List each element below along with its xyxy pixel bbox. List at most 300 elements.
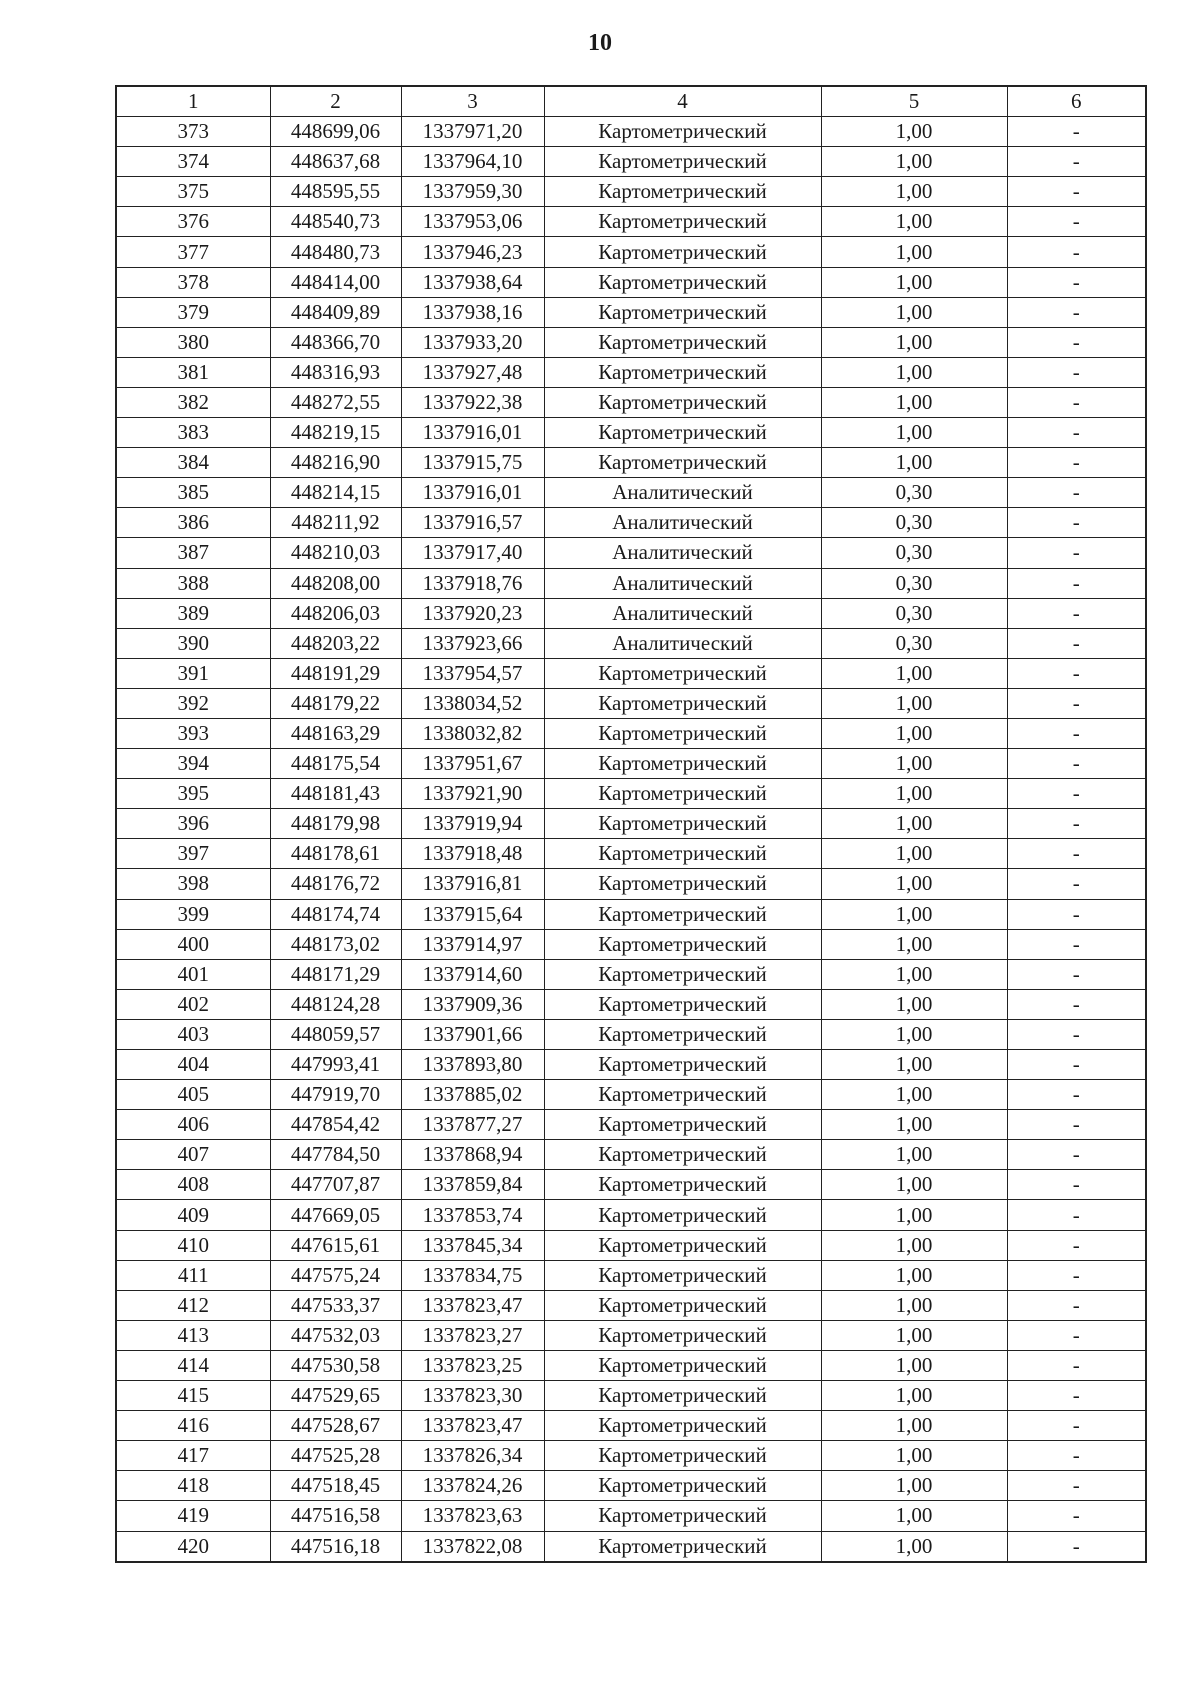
- point-number-cell: 385: [116, 478, 270, 508]
- coordinate-x-cell: 448206,03: [270, 598, 401, 628]
- accuracy-cell: 1,00: [821, 1381, 1007, 1411]
- coordinate-y-cell: 1337823,47: [401, 1290, 544, 1320]
- note-cell: -: [1007, 1140, 1146, 1170]
- coordinate-y-cell: 1337853,74: [401, 1200, 544, 1230]
- point-number-cell: 387: [116, 538, 270, 568]
- coordinate-x-cell: 448699,06: [270, 117, 401, 147]
- table-row: [116, 387, 1146, 417]
- coordinate-x-cell: 448176,72: [270, 869, 401, 899]
- column-header-4: 4: [544, 86, 821, 117]
- method-cell: Картометрический: [544, 117, 821, 147]
- accuracy-cell: 1,00: [821, 1200, 1007, 1230]
- table-row: [116, 658, 1146, 688]
- note-cell: -: [1007, 1019, 1146, 1049]
- accuracy-cell: 1,00: [821, 1411, 1007, 1441]
- accuracy-cell: 1,00: [821, 899, 1007, 929]
- note-cell: -: [1007, 1441, 1146, 1471]
- method-cell: Картометрический: [544, 1381, 821, 1411]
- accuracy-cell: 0,30: [821, 628, 1007, 658]
- table-row: [116, 117, 1146, 147]
- coordinate-x-cell: 448316,93: [270, 357, 401, 387]
- point-number-cell: 409: [116, 1200, 270, 1230]
- coordinate-y-cell: 1337822,08: [401, 1531, 544, 1562]
- method-cell: Картометрический: [544, 899, 821, 929]
- method-cell: Картометрический: [544, 869, 821, 899]
- point-number-cell: 373: [116, 117, 270, 147]
- column-header-5: 5: [821, 86, 1007, 117]
- coordinate-x-cell: 447516,18: [270, 1531, 401, 1562]
- coordinate-x-cell: 448219,15: [270, 418, 401, 448]
- note-cell: -: [1007, 478, 1146, 508]
- coordinate-y-cell: 1338032,82: [401, 718, 544, 748]
- note-cell: -: [1007, 117, 1146, 147]
- coordinate-y-cell: 1337868,94: [401, 1140, 544, 1170]
- table-row: [116, 839, 1146, 869]
- table-row: [116, 1290, 1146, 1320]
- table-row: [116, 1501, 1146, 1531]
- accuracy-cell: 1,00: [821, 929, 1007, 959]
- coordinate-x-cell: 448191,29: [270, 658, 401, 688]
- accuracy-cell: 1,00: [821, 267, 1007, 297]
- accuracy-cell: 0,30: [821, 538, 1007, 568]
- coordinate-y-cell: 1337927,48: [401, 357, 544, 387]
- coordinate-x-cell: 447854,42: [270, 1110, 401, 1140]
- note-cell: -: [1007, 418, 1146, 448]
- accuracy-cell: 1,00: [821, 1320, 1007, 1350]
- coordinate-x-cell: 447533,37: [270, 1290, 401, 1320]
- coordinate-y-cell: 1337859,84: [401, 1170, 544, 1200]
- point-number-cell: 398: [116, 869, 270, 899]
- method-cell: Аналитический: [544, 628, 821, 658]
- coordinate-y-cell: 1337823,63: [401, 1501, 544, 1531]
- table-row: [116, 1320, 1146, 1350]
- accuracy-cell: 1,00: [821, 177, 1007, 207]
- accuracy-cell: 0,30: [821, 598, 1007, 628]
- point-number-cell: 410: [116, 1230, 270, 1260]
- point-number-cell: 381: [116, 357, 270, 387]
- coordinate-y-cell: 1337845,34: [401, 1230, 544, 1260]
- coordinate-x-cell: 448203,22: [270, 628, 401, 658]
- coordinate-y-cell: 1337877,27: [401, 1110, 544, 1140]
- note-cell: -: [1007, 1501, 1146, 1531]
- accuracy-cell: 1,00: [821, 869, 1007, 899]
- accuracy-cell: 1,00: [821, 1080, 1007, 1110]
- method-cell: Картометрический: [544, 1050, 821, 1080]
- table-row: [116, 267, 1146, 297]
- note-cell: -: [1007, 959, 1146, 989]
- point-number-cell: 380: [116, 327, 270, 357]
- table-header: [116, 86, 1146, 117]
- note-cell: -: [1007, 1050, 1146, 1080]
- method-cell: Картометрический: [544, 1230, 821, 1260]
- note-cell: -: [1007, 1170, 1146, 1200]
- coordinate-y-cell: 1337826,34: [401, 1441, 544, 1471]
- accuracy-cell: 1,00: [821, 237, 1007, 267]
- coordinate-y-cell: 1338034,52: [401, 688, 544, 718]
- table-row: [116, 478, 1146, 508]
- table-row: [116, 448, 1146, 478]
- method-cell: Картометрический: [544, 1350, 821, 1380]
- coordinate-x-cell: 448210,03: [270, 538, 401, 568]
- accuracy-cell: 1,00: [821, 749, 1007, 779]
- coordinate-x-cell: 448480,73: [270, 237, 401, 267]
- coordinate-y-cell: 1337919,94: [401, 809, 544, 839]
- table-row: [116, 568, 1146, 598]
- point-number-cell: 418: [116, 1471, 270, 1501]
- coordinate-y-cell: 1337946,23: [401, 237, 544, 267]
- coordinate-x-cell: 447530,58: [270, 1350, 401, 1380]
- table-row: [116, 508, 1146, 538]
- point-number-cell: 383: [116, 418, 270, 448]
- coordinate-x-cell: 448124,28: [270, 989, 401, 1019]
- table-row: [116, 207, 1146, 237]
- note-cell: -: [1007, 538, 1146, 568]
- table-row: [116, 1200, 1146, 1230]
- table-body: [116, 117, 1146, 1562]
- coordinates-table: [115, 85, 1147, 1563]
- point-number-cell: 374: [116, 147, 270, 177]
- coordinate-y-cell: 1337824,26: [401, 1471, 544, 1501]
- coordinate-y-cell: 1337916,01: [401, 478, 544, 508]
- table-row: [116, 628, 1146, 658]
- coordinate-x-cell: 448179,98: [270, 809, 401, 839]
- method-cell: Картометрический: [544, 658, 821, 688]
- point-number-cell: 376: [116, 207, 270, 237]
- point-number-cell: 413: [116, 1320, 270, 1350]
- method-cell: Картометрический: [544, 839, 821, 869]
- table-row: [116, 1531, 1146, 1562]
- point-number-cell: 375: [116, 177, 270, 207]
- accuracy-cell: 1,00: [821, 718, 1007, 748]
- header-row: [116, 86, 1146, 117]
- note-cell: -: [1007, 1471, 1146, 1501]
- accuracy-cell: 1,00: [821, 1140, 1007, 1170]
- point-number-cell: 416: [116, 1411, 270, 1441]
- note-cell: -: [1007, 1320, 1146, 1350]
- coordinate-y-cell: 1337954,57: [401, 658, 544, 688]
- coordinate-x-cell: 448163,29: [270, 718, 401, 748]
- coordinate-y-cell: 1337923,66: [401, 628, 544, 658]
- method-cell: Картометрический: [544, 809, 821, 839]
- note-cell: -: [1007, 508, 1146, 538]
- method-cell: Картометрический: [544, 207, 821, 237]
- accuracy-cell: 1,00: [821, 1531, 1007, 1562]
- point-number-cell: 396: [116, 809, 270, 839]
- point-number-cell: 391: [116, 658, 270, 688]
- coordinate-x-cell: 448179,22: [270, 688, 401, 718]
- accuracy-cell: 1,00: [821, 1110, 1007, 1140]
- method-cell: Картометрический: [544, 147, 821, 177]
- accuracy-cell: 1,00: [821, 1471, 1007, 1501]
- note-cell: -: [1007, 1110, 1146, 1140]
- table-row: [116, 688, 1146, 718]
- accuracy-cell: 1,00: [821, 387, 1007, 417]
- table-row: [116, 718, 1146, 748]
- note-cell: -: [1007, 598, 1146, 628]
- coordinate-x-cell: 448178,61: [270, 839, 401, 869]
- note-cell: -: [1007, 989, 1146, 1019]
- note-cell: -: [1007, 628, 1146, 658]
- table-row: [116, 1381, 1146, 1411]
- coordinate-y-cell: 1337823,27: [401, 1320, 544, 1350]
- method-cell: Картометрический: [544, 779, 821, 809]
- note-cell: -: [1007, 297, 1146, 327]
- note-cell: -: [1007, 207, 1146, 237]
- coordinate-x-cell: 447516,58: [270, 1501, 401, 1531]
- accuracy-cell: 0,30: [821, 508, 1007, 538]
- method-cell: Картометрический: [544, 448, 821, 478]
- table-row: [116, 1230, 1146, 1260]
- table-row: [116, 237, 1146, 267]
- accuracy-cell: 1,00: [821, 959, 1007, 989]
- method-cell: Картометрический: [544, 1501, 821, 1531]
- method-cell: Картометрический: [544, 357, 821, 387]
- point-number-cell: 395: [116, 779, 270, 809]
- table-row: [116, 1411, 1146, 1441]
- point-number-cell: 415: [116, 1381, 270, 1411]
- coordinate-y-cell: 1337922,38: [401, 387, 544, 417]
- table-row: [116, 1260, 1146, 1290]
- table-row: [116, 959, 1146, 989]
- table-row: [116, 869, 1146, 899]
- point-number-cell: 419: [116, 1501, 270, 1531]
- column-header-3: 3: [401, 86, 544, 117]
- note-cell: -: [1007, 929, 1146, 959]
- table-row: [116, 1170, 1146, 1200]
- coordinate-x-cell: 447529,65: [270, 1381, 401, 1411]
- coordinate-x-cell: 448174,74: [270, 899, 401, 929]
- point-number-cell: 400: [116, 929, 270, 959]
- table-row: [116, 809, 1146, 839]
- method-cell: Картометрический: [544, 1260, 821, 1290]
- coordinate-y-cell: 1337915,75: [401, 448, 544, 478]
- point-number-cell: 382: [116, 387, 270, 417]
- coordinate-x-cell: 448414,00: [270, 267, 401, 297]
- method-cell: Картометрический: [544, 1019, 821, 1049]
- point-number-cell: 393: [116, 718, 270, 748]
- method-cell: Картометрический: [544, 1080, 821, 1110]
- point-number-cell: 411: [116, 1260, 270, 1290]
- coordinate-x-cell: 448637,68: [270, 147, 401, 177]
- method-cell: Картометрический: [544, 1290, 821, 1320]
- coordinate-x-cell: 448409,89: [270, 297, 401, 327]
- point-number-cell: 390: [116, 628, 270, 658]
- point-number-cell: 401: [116, 959, 270, 989]
- coordinate-x-cell: 448181,43: [270, 779, 401, 809]
- coordinate-x-cell: 447528,67: [270, 1411, 401, 1441]
- coordinate-y-cell: 1337933,20: [401, 327, 544, 357]
- coordinate-y-cell: 1337823,25: [401, 1350, 544, 1380]
- method-cell: Картометрический: [544, 177, 821, 207]
- point-number-cell: 403: [116, 1019, 270, 1049]
- coordinate-x-cell: 448595,55: [270, 177, 401, 207]
- note-cell: -: [1007, 779, 1146, 809]
- coordinate-y-cell: 1337959,30: [401, 177, 544, 207]
- column-header-2: 2: [270, 86, 401, 117]
- method-cell: Картометрический: [544, 1411, 821, 1441]
- accuracy-cell: 1,00: [821, 1441, 1007, 1471]
- method-cell: Аналитический: [544, 598, 821, 628]
- note-cell: -: [1007, 1381, 1146, 1411]
- note-cell: -: [1007, 267, 1146, 297]
- method-cell: Картометрический: [544, 237, 821, 267]
- coordinate-x-cell: 447575,24: [270, 1260, 401, 1290]
- note-cell: -: [1007, 839, 1146, 869]
- point-number-cell: 394: [116, 749, 270, 779]
- table-row: [116, 538, 1146, 568]
- table-row: [116, 1110, 1146, 1140]
- coordinate-y-cell: 1337916,57: [401, 508, 544, 538]
- coordinate-y-cell: 1337901,66: [401, 1019, 544, 1049]
- point-number-cell: 388: [116, 568, 270, 598]
- accuracy-cell: 1,00: [821, 1350, 1007, 1380]
- method-cell: Картометрический: [544, 327, 821, 357]
- coordinate-y-cell: 1337953,06: [401, 207, 544, 237]
- table-row: [116, 749, 1146, 779]
- method-cell: Аналитический: [544, 478, 821, 508]
- accuracy-cell: 0,30: [821, 568, 1007, 598]
- accuracy-cell: 1,00: [821, 1290, 1007, 1320]
- method-cell: Аналитический: [544, 508, 821, 538]
- note-cell: -: [1007, 899, 1146, 929]
- point-number-cell: 378: [116, 267, 270, 297]
- coordinate-y-cell: 1337893,80: [401, 1050, 544, 1080]
- coordinate-x-cell: 448214,15: [270, 478, 401, 508]
- coordinate-y-cell: 1337921,90: [401, 779, 544, 809]
- coordinate-y-cell: 1337823,47: [401, 1411, 544, 1441]
- table-row: [116, 357, 1146, 387]
- method-cell: Картометрический: [544, 1441, 821, 1471]
- method-cell: Аналитический: [544, 568, 821, 598]
- point-number-cell: 407: [116, 1140, 270, 1170]
- method-cell: Картометрический: [544, 749, 821, 779]
- coordinate-x-cell: 448171,29: [270, 959, 401, 989]
- coordinate-x-cell: 447784,50: [270, 1140, 401, 1170]
- column-header-1: 1: [116, 86, 270, 117]
- table-row: [116, 1050, 1146, 1080]
- coordinate-x-cell: 448173,02: [270, 929, 401, 959]
- coordinate-y-cell: 1337971,20: [401, 117, 544, 147]
- point-number-cell: 417: [116, 1441, 270, 1471]
- method-cell: Картометрический: [544, 1320, 821, 1350]
- note-cell: -: [1007, 1230, 1146, 1260]
- coordinate-y-cell: 1337917,40: [401, 538, 544, 568]
- point-number-cell: 386: [116, 508, 270, 538]
- coordinate-x-cell: 447525,28: [270, 1441, 401, 1471]
- point-number-cell: 379: [116, 297, 270, 327]
- accuracy-cell: 1,00: [821, 989, 1007, 1019]
- note-cell: -: [1007, 1260, 1146, 1290]
- accuracy-cell: 1,00: [821, 147, 1007, 177]
- accuracy-cell: 1,00: [821, 117, 1007, 147]
- point-number-cell: 404: [116, 1050, 270, 1080]
- coordinate-y-cell: 1337918,76: [401, 568, 544, 598]
- coordinate-y-cell: 1337885,02: [401, 1080, 544, 1110]
- method-cell: Картометрический: [544, 387, 821, 417]
- coordinate-x-cell: 447518,45: [270, 1471, 401, 1501]
- accuracy-cell: 1,00: [821, 207, 1007, 237]
- coordinate-y-cell: 1337914,60: [401, 959, 544, 989]
- note-cell: -: [1007, 809, 1146, 839]
- accuracy-cell: 1,00: [821, 327, 1007, 357]
- table-row: [116, 327, 1146, 357]
- coordinate-y-cell: 1337834,75: [401, 1260, 544, 1290]
- note-cell: -: [1007, 688, 1146, 718]
- point-number-cell: 389: [116, 598, 270, 628]
- note-cell: -: [1007, 1350, 1146, 1380]
- coordinate-x-cell: 448175,54: [270, 749, 401, 779]
- coordinate-x-cell: 448208,00: [270, 568, 401, 598]
- note-cell: -: [1007, 177, 1146, 207]
- table-row: [116, 929, 1146, 959]
- point-number-cell: 406: [116, 1110, 270, 1140]
- note-cell: -: [1007, 718, 1146, 748]
- accuracy-cell: 1,00: [821, 1501, 1007, 1531]
- coordinate-y-cell: 1337916,81: [401, 869, 544, 899]
- note-cell: -: [1007, 147, 1146, 177]
- table-row: [116, 1471, 1146, 1501]
- note-cell: -: [1007, 658, 1146, 688]
- coordinate-x-cell: 448216,90: [270, 448, 401, 478]
- coordinate-y-cell: 1337920,23: [401, 598, 544, 628]
- table-row: [116, 1019, 1146, 1049]
- point-number-cell: 392: [116, 688, 270, 718]
- table-row: [116, 1140, 1146, 1170]
- table-row: [116, 1441, 1146, 1471]
- point-number-cell: 420: [116, 1531, 270, 1562]
- method-cell: Картометрический: [544, 1531, 821, 1562]
- accuracy-cell: 1,00: [821, 809, 1007, 839]
- accuracy-cell: 1,00: [821, 1019, 1007, 1049]
- method-cell: Картометрический: [544, 297, 821, 327]
- coordinate-y-cell: 1337916,01: [401, 418, 544, 448]
- point-number-cell: 384: [116, 448, 270, 478]
- method-cell: Картометрический: [544, 1200, 821, 1230]
- coordinate-y-cell: 1337938,16: [401, 297, 544, 327]
- table-row: [116, 147, 1146, 177]
- coordinate-x-cell: 447532,03: [270, 1320, 401, 1350]
- method-cell: Картометрический: [544, 959, 821, 989]
- table-row: [116, 177, 1146, 207]
- method-cell: Аналитический: [544, 538, 821, 568]
- point-number-cell: 397: [116, 839, 270, 869]
- method-cell: Картометрический: [544, 267, 821, 297]
- accuracy-cell: 1,00: [821, 1170, 1007, 1200]
- coordinate-x-cell: 448540,73: [270, 207, 401, 237]
- note-cell: -: [1007, 327, 1146, 357]
- accuracy-cell: 1,00: [821, 1260, 1007, 1290]
- note-cell: -: [1007, 357, 1146, 387]
- coordinate-x-cell: 448059,57: [270, 1019, 401, 1049]
- note-cell: -: [1007, 1080, 1146, 1110]
- note-cell: -: [1007, 568, 1146, 598]
- coordinate-y-cell: 1337918,48: [401, 839, 544, 869]
- accuracy-cell: 1,00: [821, 688, 1007, 718]
- table-row: [116, 899, 1146, 929]
- coordinate-x-cell: 448366,70: [270, 327, 401, 357]
- note-cell: -: [1007, 1200, 1146, 1230]
- method-cell: Картометрический: [544, 1170, 821, 1200]
- coordinate-y-cell: 1337951,67: [401, 749, 544, 779]
- method-cell: Картометрический: [544, 418, 821, 448]
- point-number-cell: 377: [116, 237, 270, 267]
- table-row: [116, 989, 1146, 1019]
- method-cell: Картометрический: [544, 688, 821, 718]
- note-cell: -: [1007, 749, 1146, 779]
- coordinate-y-cell: 1337909,36: [401, 989, 544, 1019]
- point-number-cell: 414: [116, 1350, 270, 1380]
- method-cell: Картометрический: [544, 929, 821, 959]
